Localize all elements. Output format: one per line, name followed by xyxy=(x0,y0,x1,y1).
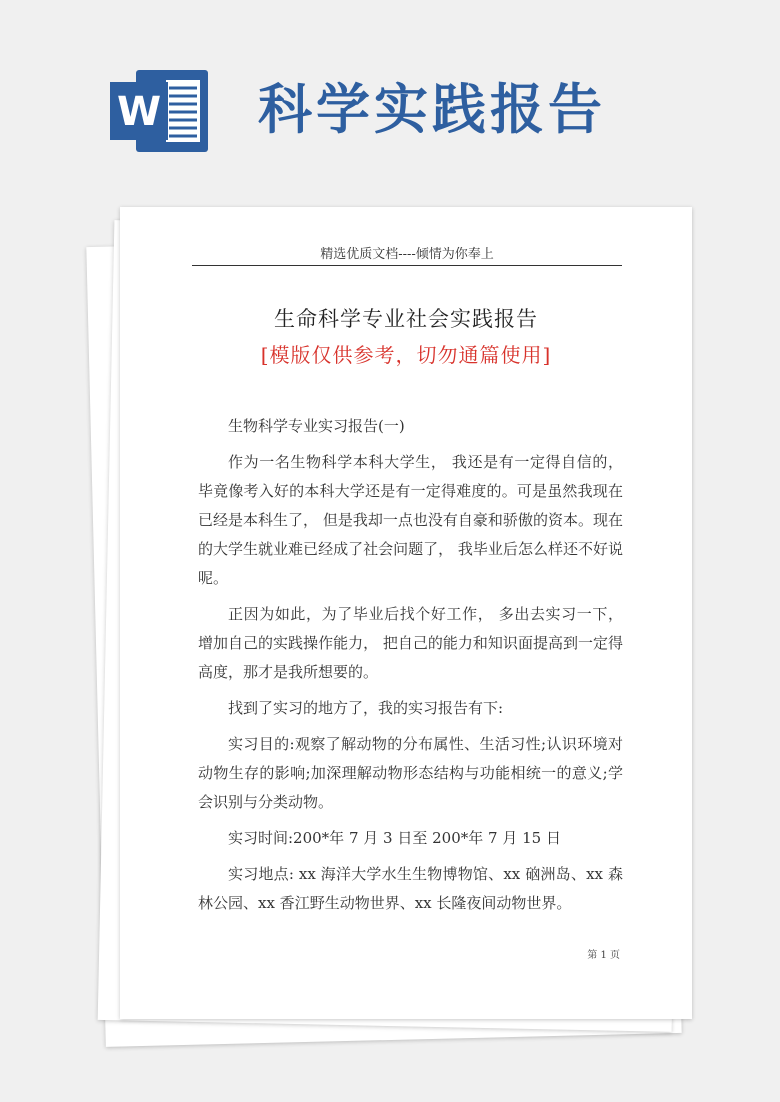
section-heading: 生物科学专业实习报告(一) xyxy=(228,417,405,435)
paragraph: 找到了实习的地方了，我的实习报告有下: xyxy=(228,699,504,717)
paragraph: 实习目的:观察了解动物的分布属性、生活习性;认识环境对动物生存的影响;加深理解动物形态结构与功能相统一的意义;学会识别与分类动物。 xyxy=(198,735,623,811)
document-title: 生命科学专业社会实践报告 xyxy=(274,307,538,331)
paragraph: 正因为如此，为了毕业后找个好工作， 多出去实习一下， 增加自己的实践操作能力， 把自己的能力和知识面提高到一定得高度，那才是我所想要的。 xyxy=(198,605,623,681)
paragraph: 实习时间:200*年 7 月 3 日至 200*年 7 月 15 日 xyxy=(228,829,561,847)
banner-title: 科学实践报告 xyxy=(258,78,606,141)
template-notice: [模版仅供参考，切勿通篇使用] xyxy=(260,343,552,367)
paragraph: 实习地点: xx 海洋大学水生生物博物馆、xx 硇洲岛、xx 森林公园、xx 香江野生动物世界、xx 长隆夜间动物世界。 xyxy=(198,865,623,912)
document-page xyxy=(120,207,692,1019)
paragraph: 作为一名生物科学本科大学生， 我还是有一定得自信的， 毕竟像考入好的本科大学还是有一定得难度的。可是虽然我现在已经是本科生了， 但是我却一点也没有自豪和骄傲的资本。现在的大学生就业难已经成了社会问题了， 我毕业后怎么样还不好说呢。 xyxy=(198,453,623,587)
banner xyxy=(0,0,780,190)
document-body xyxy=(198,412,623,925)
page-number: 第 1 页 xyxy=(587,950,620,961)
word-document-icon xyxy=(110,68,210,154)
page-header: 精选优质文档----倾情为你奉上 xyxy=(192,243,622,266)
word-icon-letter: W xyxy=(116,89,162,135)
